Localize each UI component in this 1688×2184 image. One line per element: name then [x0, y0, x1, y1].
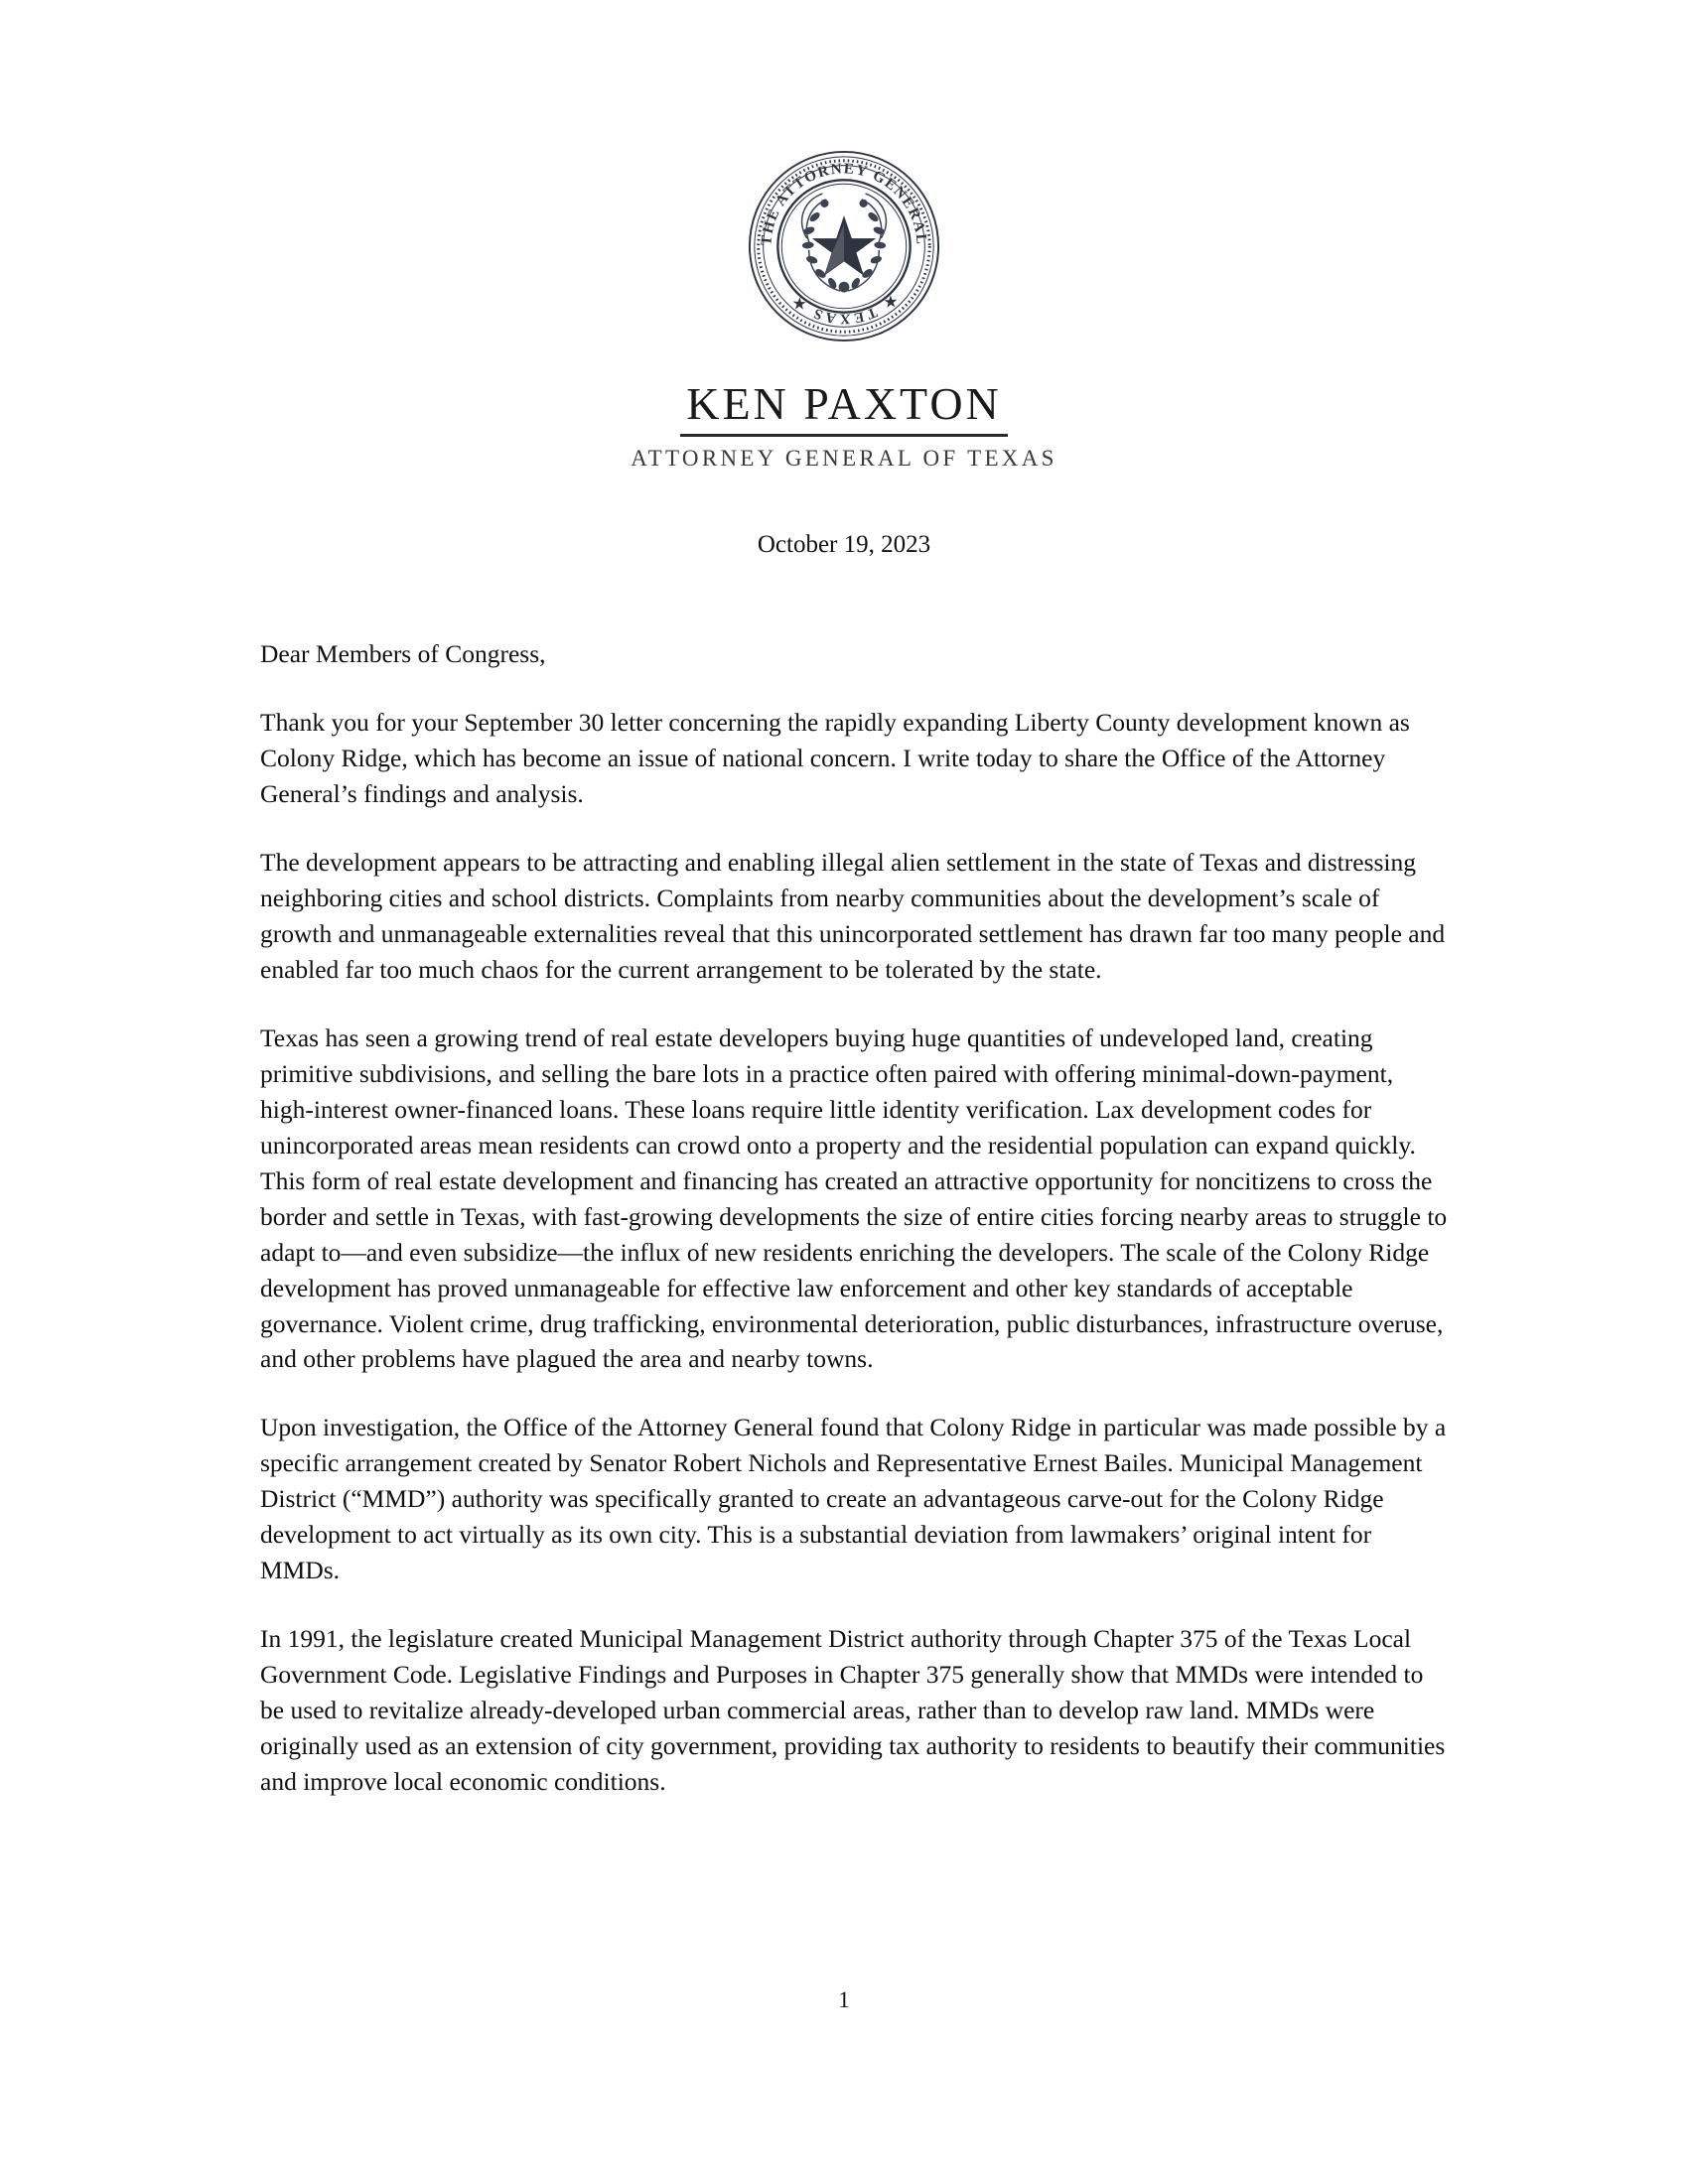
svg-text:★ TEXAS ★: ★ TEXAS ★ [787, 291, 901, 327]
letterhead [0, 0, 1688, 472]
body-paragraph: Upon investigation, the Office of the Attorney General found that Colony Ridge in particular was made possible by a specific arrangement created by Senator Robert Nichols and Representative Ernest Bailes. Municipal Management District (“MMD”) authority was specifically granted to create an advantageous carve-out for the Colony Ridge development to act virtually as its own city. This is a substantial deviation from lawmakers’ original intent for MMDs. [260, 1413, 1447, 1585]
attorney-general-title: ATTORNEY GENERAL OF TEXAS [631, 446, 1057, 471]
body-paragraph: Texas has seen a growing trend of real estate developers buying huge quantities of undeveloped land, creating primitive subdivisions, and selling the bare lots in a practice often paired with offering minimal-down-payment, high-interest owner-financed loans. These loans require little identity verification. Lax development codes for unincorporated areas mean residents can crowd onto a property and the residential population can expand quickly. This form of real estate development and financing has created an attractive opportunity for noncitizens to cross the border and settle in Texas, with fast-growing developments the size of entire cities forcing nearby areas to struggle to adapt to—and even subsidize—the influx of new residents enriching the developers. The scale of the Colony Ridge development has proved unmanageable for effective law enforcement and other key standards of acceptable governance. Violent crime, drug trafficking, environmental deterioration, public disturbances, infrastructure overuse, and other problems have plagued the area and nearby towns. [260, 1023, 1448, 1374]
svg-text:THE ATTORNEY GENERAL: THE ATTORNEY GENERAL [758, 160, 930, 246]
page-number: 1 [838, 1987, 850, 2012]
letter-date: October 19, 2023 [757, 531, 931, 558]
salutation: Dear Members of Congress, [260, 639, 546, 668]
letter-body [199, 636, 1489, 1800]
body-paragraph: Thank you for your September 30 letter concerning the rapidly expanding Liberty County development known as Colony Ridge, which has become an issue of national concern. I write today to share the Office of the Attorney General’s findings and analysis. [260, 708, 1410, 809]
attorney-general-name: KEN PAXTON [680, 381, 1008, 437]
body-paragraph: In 1991, the legislature created Municipal Management District authority through Chapter 375 of the Texas Local Government Code. Legislative Findings and Purposes in Chapter 375 generally show that MMDs were intended to be used to revitalize already-developed urban commercial areas, rather than to develop raw land. MMDs were originally used as an extension of city government, providing tax authority to residents to beautify their communities and improve local economic conditions. [260, 1624, 1446, 1796]
body-paragraph: The development appears to be attracting and enabling illegal alien settlement in the state of Texas and distressing neighboring cities and school districts. Complaints from nearby communities about the development’s scale of growth and unmanageable externalities reveal that this unincorporated settlement has drawn far too many people and enabled far too much chaos for the current arrangement to be tolerated by the state. [260, 848, 1446, 984]
texas-attorney-general-seal-icon [747, 149, 941, 343]
